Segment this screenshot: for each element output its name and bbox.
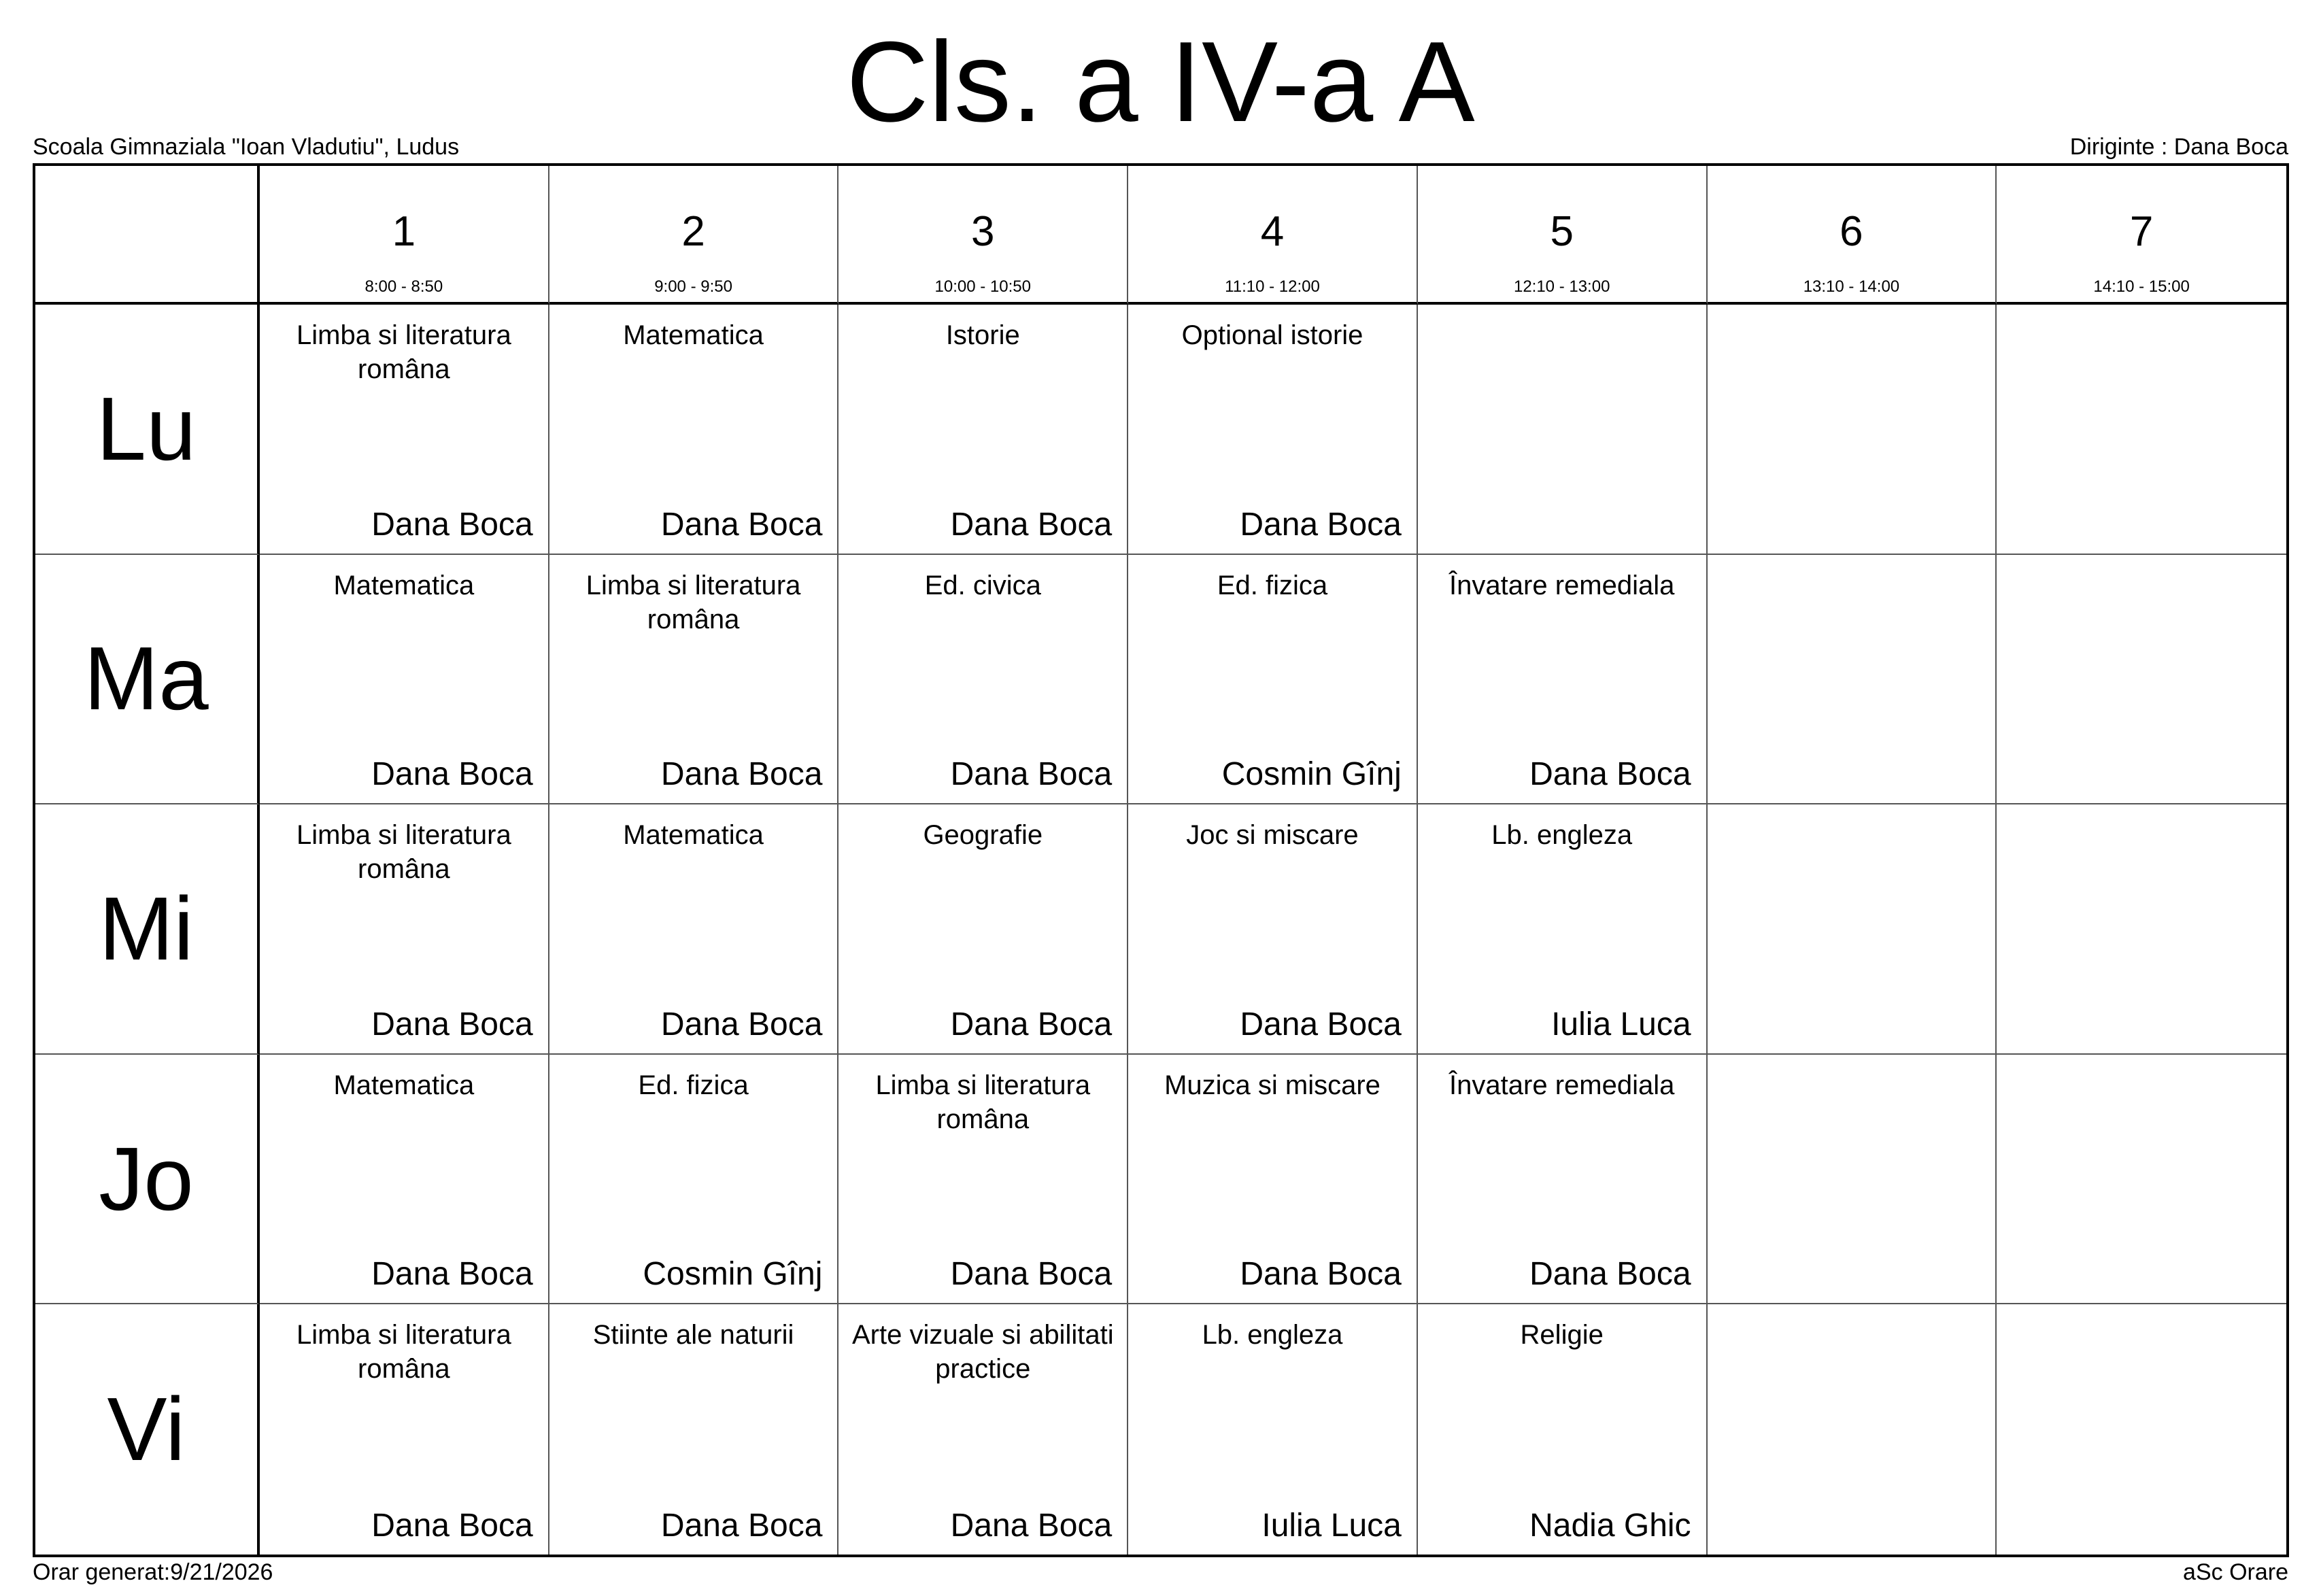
period-header-1 bbox=[260, 166, 549, 305]
period-time: 12:10 - 13:00 bbox=[1513, 277, 1610, 296]
lesson-subject: Stiinte ale naturii bbox=[592, 1320, 794, 1351]
period-number: 5 bbox=[1550, 208, 1574, 255]
lesson-teacher: Dana Boca bbox=[950, 756, 1113, 793]
lesson-cell bbox=[1128, 555, 1418, 805]
day-cell-ma bbox=[35, 555, 260, 805]
lesson-subject: Matematica bbox=[333, 1070, 475, 1100]
lesson-cell bbox=[1418, 1055, 1708, 1305]
lesson-cell bbox=[1418, 1304, 1708, 1555]
lesson-cell bbox=[1128, 1055, 1418, 1305]
lesson-teacher: Dana Boca bbox=[371, 1508, 533, 1544]
lesson-subject: Muzica si miscare bbox=[1164, 1070, 1380, 1100]
lesson-subject: Limba si literatura româna bbox=[586, 570, 801, 634]
day-cell-jo bbox=[35, 1055, 260, 1305]
lesson-cell bbox=[260, 1055, 549, 1305]
lesson-cell bbox=[838, 1055, 1128, 1305]
lesson-teacher: Iulia Luca bbox=[1551, 1006, 1691, 1042]
lesson-teacher: Dana Boca bbox=[1240, 1256, 1402, 1293]
lesson-cell bbox=[1708, 555, 1997, 805]
lesson-cell bbox=[260, 1304, 549, 1555]
lesson-teacher: Dana Boca bbox=[950, 1006, 1113, 1042]
period-time: 13:10 - 14:00 bbox=[1803, 277, 1900, 296]
lesson-cell bbox=[1418, 804, 1708, 1055]
lesson-cell bbox=[260, 804, 549, 1055]
lesson-cell bbox=[838, 1304, 1128, 1555]
lesson-subject: Matematica bbox=[623, 320, 764, 350]
lesson-teacher: Dana Boca bbox=[1240, 506, 1402, 543]
corner-cell bbox=[35, 166, 260, 305]
lesson-cell bbox=[1997, 1304, 2286, 1555]
footer-brand: aSc Orare bbox=[2183, 1559, 2288, 1585]
period-number: 4 bbox=[1260, 208, 1285, 255]
lesson-cell bbox=[1708, 1304, 1997, 1555]
period-time: 11:10 - 12:00 bbox=[1225, 277, 1320, 296]
period-header-7 bbox=[1997, 166, 2286, 305]
lesson-teacher: Dana Boca bbox=[950, 1508, 1113, 1544]
period-number: 2 bbox=[681, 208, 705, 255]
period-time: 8:00 - 8:50 bbox=[365, 277, 443, 296]
lesson-teacher: Dana Boca bbox=[371, 756, 533, 793]
lesson-subject: Învatare remediala bbox=[1449, 570, 1675, 600]
page-title: Cls. a IV-a A bbox=[846, 18, 1475, 146]
lesson-subject: Limba si literatura româna bbox=[297, 820, 511, 885]
lesson-cell bbox=[1128, 804, 1418, 1055]
period-header-6 bbox=[1708, 166, 1997, 305]
lesson-subject: Matematica bbox=[333, 570, 475, 600]
lesson-cell bbox=[1418, 305, 1708, 555]
lesson-subject: Limba si literatura româna bbox=[875, 1070, 1091, 1134]
lesson-cell bbox=[1997, 305, 2286, 555]
lesson-subject: Optional istorie bbox=[1181, 320, 1363, 350]
day-cell-mi bbox=[35, 804, 260, 1055]
lesson-teacher: Dana Boca bbox=[950, 506, 1113, 543]
lesson-subject: Istorie bbox=[945, 320, 1020, 350]
lesson-teacher: Iulia Luca bbox=[1261, 1508, 1402, 1544]
lesson-subject: Ed. civica bbox=[924, 570, 1041, 600]
lesson-subject: Limba si literatura româna bbox=[297, 1320, 511, 1385]
period-header-4 bbox=[1128, 166, 1418, 305]
lesson-subject: Ed. fizica bbox=[1217, 570, 1328, 600]
lesson-cell bbox=[549, 305, 839, 555]
period-number: 7 bbox=[2129, 208, 2154, 255]
lesson-teacher: Cosmin Gînj bbox=[643, 1256, 823, 1293]
day-label: Mi bbox=[99, 878, 194, 979]
lesson-teacher: Dana Boca bbox=[1240, 1006, 1402, 1042]
period-header-3 bbox=[838, 166, 1128, 305]
period-number: 3 bbox=[971, 208, 995, 255]
period-header-5 bbox=[1418, 166, 1708, 305]
lesson-cell bbox=[549, 1304, 839, 1555]
lesson-subject: Arte vizuale si abilitati practice bbox=[851, 1320, 1114, 1385]
period-time: 9:00 - 9:50 bbox=[654, 277, 732, 296]
lesson-subject: Lb. engleza bbox=[1491, 820, 1633, 851]
lesson-cell bbox=[1128, 305, 1418, 555]
period-time: 10:00 - 10:50 bbox=[934, 277, 1031, 296]
lesson-teacher: Cosmin Gînj bbox=[1221, 756, 1402, 793]
lesson-cell bbox=[838, 305, 1128, 555]
lesson-cell bbox=[549, 804, 839, 1055]
lesson-teacher: Dana Boca bbox=[371, 1006, 533, 1042]
day-label: Lu bbox=[96, 378, 197, 479]
lesson-teacher: Dana Boca bbox=[1529, 756, 1691, 793]
lesson-teacher: Nadia Ghic bbox=[1529, 1508, 1691, 1544]
day-label: Vi bbox=[107, 1379, 186, 1480]
lesson-subject: Ed. fizica bbox=[638, 1070, 749, 1100]
period-time: 14:10 - 15:00 bbox=[2093, 277, 2190, 296]
lesson-cell bbox=[838, 804, 1128, 1055]
lesson-cell bbox=[1128, 1304, 1418, 1555]
lesson-cell bbox=[1997, 804, 2286, 1055]
lesson-teacher: Dana Boca bbox=[660, 756, 823, 793]
lesson-teacher: Dana Boca bbox=[950, 1256, 1113, 1293]
day-label: Ma bbox=[84, 628, 209, 729]
timetable-grid bbox=[33, 163, 2289, 1557]
lesson-subject: Matematica bbox=[623, 820, 764, 851]
lesson-cell bbox=[1997, 555, 2286, 805]
lesson-cell bbox=[549, 555, 839, 805]
lesson-subject: Limba si literatura româna bbox=[297, 320, 511, 384]
day-label: Jo bbox=[99, 1128, 194, 1229]
lesson-cell bbox=[1708, 804, 1997, 1055]
school-name: Scoala Gimnaziala "Ioan Vladutiu", Ludus bbox=[33, 134, 460, 160]
lesson-cell bbox=[260, 555, 549, 805]
day-cell-vi bbox=[35, 1304, 260, 1555]
period-number: 6 bbox=[1840, 208, 1863, 255]
lesson-teacher: Dana Boca bbox=[1529, 1256, 1691, 1293]
day-cell-lu bbox=[35, 305, 260, 555]
lesson-teacher: Dana Boca bbox=[660, 1508, 823, 1544]
lesson-teacher: Dana Boca bbox=[660, 1006, 823, 1042]
period-number: 1 bbox=[392, 208, 416, 255]
lesson-cell bbox=[838, 555, 1128, 805]
generated-date: Orar generat:9/21/2026 bbox=[33, 1559, 273, 1585]
lesson-subject: Geografie bbox=[923, 820, 1043, 851]
period-header-2 bbox=[549, 166, 839, 305]
lesson-teacher: Dana Boca bbox=[371, 1256, 533, 1293]
lesson-teacher: Dana Boca bbox=[371, 506, 533, 543]
lesson-cell bbox=[1708, 1055, 1997, 1305]
lesson-cell bbox=[1708, 305, 1997, 555]
lesson-cell bbox=[1997, 1055, 2286, 1305]
lesson-subject: Învatare remediala bbox=[1449, 1070, 1675, 1100]
lesson-subject: Joc si miscare bbox=[1186, 820, 1359, 851]
lesson-subject: Religie bbox=[1520, 1320, 1604, 1351]
lesson-teacher: Dana Boca bbox=[660, 506, 823, 543]
lesson-cell bbox=[1418, 555, 1708, 805]
lesson-cell bbox=[549, 1055, 839, 1305]
head-teacher: Diriginte : Dana Boca bbox=[2069, 134, 2288, 160]
lesson-cell bbox=[260, 305, 549, 555]
lesson-subject: Lb. engleza bbox=[1202, 1320, 1343, 1351]
